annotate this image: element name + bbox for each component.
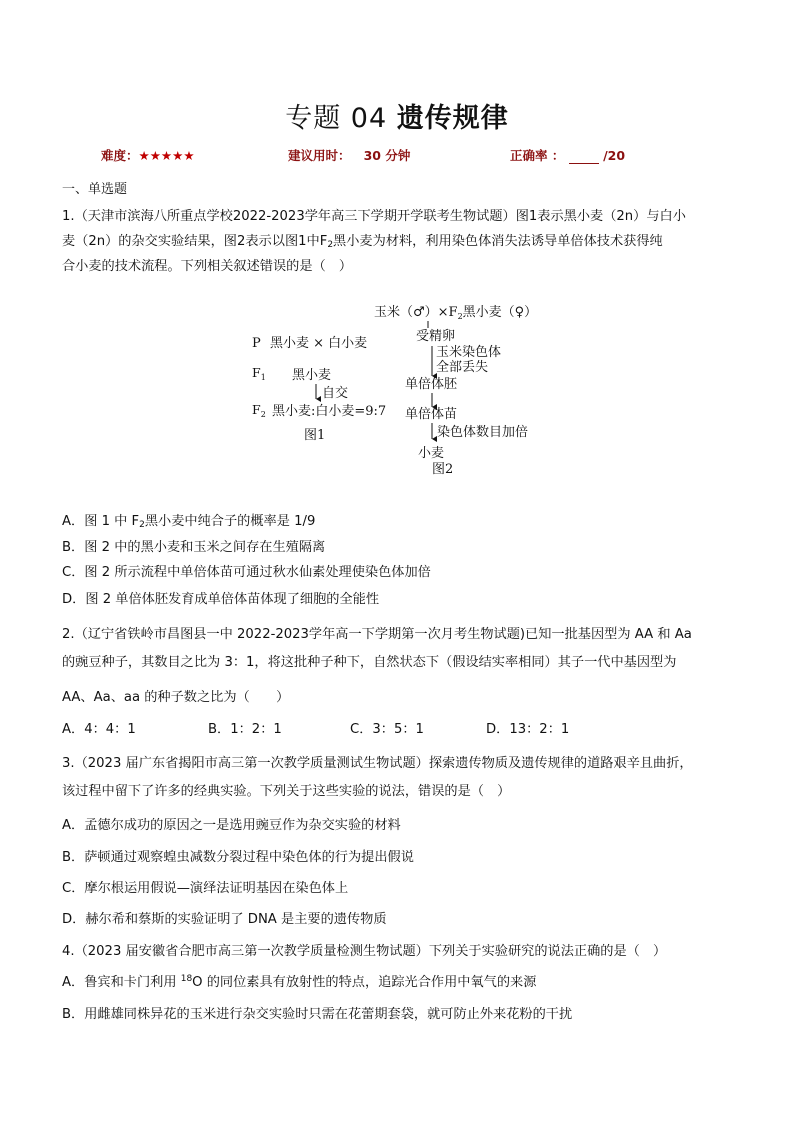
fig1-self: 自交 <box>322 386 349 401</box>
q2-option-d[interactable]: D．13：2：1 <box>486 722 570 737</box>
q2-option-c[interactable]: C．3：5：1 <box>350 722 424 737</box>
fig2-loss-1: 玉米染色体 <box>436 345 502 360</box>
q4-option-b[interactable]: B．用雌雄同株异花的玉米进行杂交实验时只需在花蕾期套袋，就可防止外来花粉的干扰 <box>62 1007 573 1022</box>
q1-option-b[interactable]: B．图 2 中的黑小麦和玉米之间存在生殖隔离 <box>62 540 326 555</box>
figure-2 <box>374 304 537 477</box>
accuracy-blank[interactable] <box>569 151 599 164</box>
q2-line-1: 2.（辽宁省铁岭市昌图县一中 2022-2023学年高一下学期第一次月考生物试题)已知一批基因型为 AA 和 Aa <box>62 627 692 642</box>
figure-1 <box>252 335 386 443</box>
page-title <box>0 96 794 135</box>
fig1-f1-label: $F_1$ <box>252 365 266 382</box>
q1-option-d[interactable]: D．图 2 单倍体胚发育成单倍体苗体现了细胞的全能性 <box>62 592 380 607</box>
fig2-double: 染色体数目加倍 <box>437 425 529 440</box>
topic-number: 专题 04 <box>285 103 388 134</box>
fig2-wheat: 小麦 <box>418 446 445 461</box>
q3-option-c[interactable]: C．摩尔根运用假说—演绎法证明基因在染色体上 <box>62 881 349 896</box>
q2-line-2: 的豌豆种子，其数目之比为 3：1，将这批种子种下，自然状态下（假设结实率相同）其子一代中基因型为 <box>62 655 677 670</box>
q2-option-a[interactable]: A．4：4：1 <box>62 722 136 737</box>
q1-line-3: 合小麦的技术流程。下列相关叙述错误的是（ ） <box>62 259 353 274</box>
fig2-fertilized-egg: 受精卵 <box>416 329 456 344</box>
fig1-caption: 图1 <box>304 428 326 443</box>
q2-option-b[interactable]: B．1：2：1 <box>208 722 282 737</box>
fig2-top: 玉米$(♂)\times F_2$黑小麦（♀） <box>374 305 538 321</box>
suggested-time: 建议用时： 30 分钟 <box>288 148 411 163</box>
accuracy: 正确率 ： /20 <box>510 148 626 163</box>
q2-options <box>62 718 742 736</box>
q3-line-2: 该过程中留下了许多的经典实验。下列关于这些实验的说法，错误的是（ ） <box>62 784 511 799</box>
q3-line-1: 3.（2023 届广东省揭阳市高三第一次教学质量测试生物试题）探索遗传物质及遗传规律的道路艰辛且曲折， <box>62 756 693 771</box>
fig1-p-cross: 黑小麦 × 白小麦 <box>270 336 368 351</box>
fig2-embryo: 单倍体胚 <box>405 377 458 392</box>
fig2-seedling: 单倍体苗 <box>405 407 458 422</box>
topic-title: 遗传规律 <box>396 103 509 134</box>
q2-line-3: AA、Aa、aa 的种子数之比为（ ） <box>62 690 290 705</box>
q3-option-a[interactable]: A．孟德尔成功的原因之一是选用豌豆作为杂交实验的材料 <box>62 818 401 833</box>
q4-line-1: 4.（2023 届安徽省合肥市高三第一次教学质量检测生物试题）下列关于实验研究的说法正确的是（ ） <box>62 944 667 959</box>
section-title: 一、单选题 <box>62 182 128 197</box>
q1-figures <box>240 296 560 481</box>
exam-meta <box>0 146 794 164</box>
q4-option-a[interactable]: A．鲁宾和卡门利用 $^{18}$O 的同位素具有放射性的特点，追踪光合作用中氧气的来源 <box>62 974 537 990</box>
q3-option-b[interactable]: B．萨顿通过观察蝗虫减数分裂过程中染色体的行为提出假说 <box>62 850 414 865</box>
fig1-f2-label: $F_2$ <box>252 402 266 419</box>
q1-line-1: 1.（天津市滨海八所重点学校2022-2023学年高三下学期开学联考生物试题）图1表示黑小麦（2n）与白小 <box>62 209 686 224</box>
fig2-loss-2: 全部丢失 <box>436 360 489 375</box>
q1-line-2: 麦（2n）的杂交实验结果，图2表示以图1中$F_2$黑小麦为材料，利用染色体消失法诱导单倍体技术获得纯 <box>62 234 663 250</box>
difficulty-stars: ★★★★★ <box>138 148 195 163</box>
difficulty: 难度：★★★★★ <box>101 148 195 163</box>
fig1-f2-text: 黑小麦:白小麦=9:7 <box>272 404 387 419</box>
q3-option-d[interactable]: D．赫尔希和蔡斯的实验证明了 DNA 是主要的遗传物质 <box>62 912 387 927</box>
fig1-p-label: P <box>252 336 261 351</box>
fig2-caption: 图2 <box>432 462 454 477</box>
q1-option-c[interactable]: C．图 2 所示流程中单倍体苗可通过秋水仙素处理使染色体加倍 <box>62 565 431 580</box>
q1-option-a[interactable]: A．图 1 中 $F_2$黑小麦中纯合子的概率是 1/9 <box>62 514 316 530</box>
fig1-f1-text: 黑小麦 <box>292 368 332 383</box>
